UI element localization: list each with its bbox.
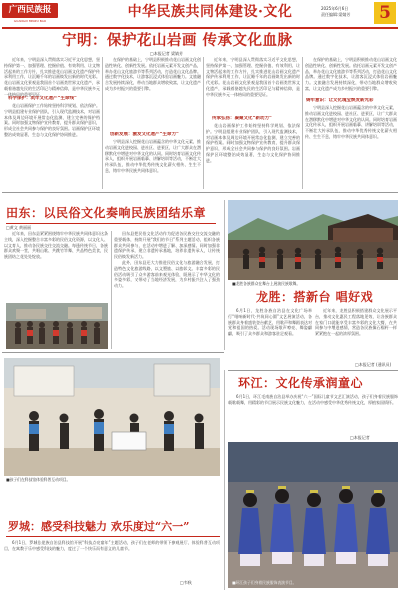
story1-text-7: 在保护的基础上，宁明县积极推动花山岩画文化创造性转化、创新性发展。依托岩画元素开发文创产品，举办花山文化旅游节等系列活动，打造花山文化品牌。通过数字化技术，让游客沉浸式体验岩画魅力。文旅融合发展持续深化，带动当地群众增收致富，让文化遗产成为乡村振兴的重要引擎。 [305,57,397,91]
story1-text-6: 花山岩画保护工作始终坚持科学规划、依法保护。宁明县组建专业保护团队，引入现代监测技术，对岩画本体及周边环境开展常态化监测，建立完善的保护档案。同时加强文物保护宣传教育，提升群众保护意识，形成全社会共同参与保护的良好氛围。岩画保护区环境整治成效显著，生态与文化保护协同推进。 [206,123,300,163]
story3-text-2: 近年来，龙胜县积极搭建群众文化展示平台，推动文化惠民工程落地见效，让各族群众在家门口就能享受丰富多彩的文化大餐，在共同参与中增进感情，营造各民族像石榴籽一样紧紧抱在一起的浓厚氛围。 [315,308,397,337]
column-divider [302,57,303,189]
story4-column [228,394,398,434]
story1-subhead-1: 科学保护：筑牢文化遗产“生命线” [8,96,77,101]
story5-headline-rule [6,536,220,537]
story2-photo-art [6,303,108,349]
story4-photo-caption: ■环江孩子们身着民族服饰表演节目。 [232,580,297,585]
section-divider [228,370,398,371]
story3-byline: □本报记者 (通讯员) [355,362,392,367]
story3-column-2 [315,308,397,366]
page-number: 5 [374,2,396,24]
story1-column-1b [4,103,100,189]
story1-subhead-3: 传承弘扬：凝聚文化“新动力” [212,116,272,121]
story1-headline: 宁明：保护花山岩画 传承文化血脉 [62,32,293,49]
story5-headline: 罗城：感受科技魅力 欢乐度过“六一” [8,520,190,533]
story3-photo [228,200,398,280]
column-divider [102,57,103,189]
column-divider [111,231,112,349]
newspaper-logo: 广西民族报 [2,3,58,18]
story3-column-1 [228,308,312,366]
page-title: 中华民族共同体建设·文化 [127,4,293,20]
story1-column-3b [206,123,300,189]
story2-column-1 [4,231,108,301]
story1-subhead-4: 铸牢意识：让文化瑰宝焕发新光彩 [306,98,374,103]
masthead [0,0,400,28]
column-divider [203,57,204,189]
story5-column [4,540,220,574]
masthead-rule [2,27,398,29]
story2-headline: 田东：以民俗文化奏响民族团结乐章 [6,206,207,220]
story1-text-8: 宁明县深入挖掘花山岩画蕴含的中华文化元素，推动岩画文化进校园、进社区、进景区，让广大群众在潜移默化中增进对中华文化的认同。同时培育岩画文化传承人，组织开展岩画临摹、讲解培训等活动，不断壮大传承队伍，推动中华优秀传统文化薪火相传、生生不息，铸牢中华民族共同体意识。 [305,105,397,139]
story2-column-2 [114,231,220,349]
story1-column-2 [105,57,201,131]
editor-credit: 责任编辑:梁婧芳 [321,12,351,17]
story1-column-4b [305,105,397,189]
story2-text-1: 近年来，田东县紧紧围绕铸牢中华民族共同体意识这条主线，深入挖掘整合丰富多彩的民俗文化资源，以文化人、以文育人，推动各民族交往交流交融。每逢传统节日，各族群众欢聚一堂，共唱山歌、共跳竹竿舞、共品特色美食，民族团结之花处处绽放。 [4,231,108,260]
story5-photo-art [4,358,220,476]
section-divider [2,352,224,353]
story1-subhead-2: 创新发展：激发文化遗产“生命力” [110,132,179,137]
story1-text-2: 花山岩画保护工作始终坚持科学规划、依法保护。宁明县组建专业保护团队，引入现代监测技术，对岩画本体及周边环境开展常态化监测，建立完善的保护档案。同时加强文物保护宣传教育，提升群众保护意识，形成全社会共同参与保护的良好氛围。岩画保护区环境整治成效显著，生态与文化保护协同推进。 [4,103,100,137]
newspaper-logo-sub: GUANGXI MINZU BAO [13,19,47,23]
story3-text-1: 6月1日，龙胜各族自治县在文化广场举行“唱响新时代·共筑同心圆”文艺展演活动，各族群众身着盛装登台献艺，用歌声和舞蹈表达对党和祖国的热爱。活动现场歌声嘹亮、舞姿翩翩，吸引了众多群众和游客驻足观看。 [228,308,312,337]
story5-text: 6月1日，罗城仫佬族自治县科技馆开展“科技点亮童年”主题活动，孩子们在老师的带领下参观展厅、体验科普互动项目，在寓教于乐中感受科技的魅力，度过了一个快乐而有意义的儿童节。 [4,540,220,551]
story2-text-3: 此外，田东县还大力推进民俗文化与旅游融合发展，打造特色文化旅游线路，以文塑旅、以旅彰文。丰富多彩的民俗活动吸引了众多游客前来观光体验，既展示了中华文化的多姿多彩，又带动了当地经济发展，为乡村振兴注入了强劲动力。 [114,259,220,289]
story1-text-4: 宁明县深入挖掘花山岩画蕴含的中华文化元素，推动岩画文化进校园、进社区、进景区，让广大群众在潜移默化中增进对中华文化的认同。同时培育岩画文化传承人，组织开展岩画临摹、讲解培训等活动，不断壮大传承队伍，推动中华优秀传统文化薪火相传、生生不息，铸牢中华民族共同体意识。 [105,139,201,173]
story1-column-3 [206,57,300,115]
story1-text-5: 近年来，宁明县深入贯彻落实习近平文化思想，坚持保护第一、加强管理、挖掘价值、有效利用、让文物活起来的工作方针，扎实推进花山岩画文化遗产保护传承利用工作，让沉睡千年的岩画焕发出新的时代光彩。花山岩画文化景观是我国首个岩画类世界文化遗产，承载着骆越先民的生活印记与精神信仰，是中华民族多元一体格局的重要见证。 [206,57,300,97]
story4-text: 6月1日，环江毛南族自治县举办庆祝“六一”国际儿童节文艺汇演活动，孩子们身着民族服饰载歌载舞，用精彩的节目展示民族文化魅力，在活动中感受中华优秀传统文化，厚植家国情怀。 [228,394,398,405]
story3-headline: 龙胜：搭新台 唱好戏 [256,290,374,304]
column-divider [224,200,225,350]
story1-column-2b [105,139,201,189]
story2-byline: □黄文 黄丽丽 [6,225,32,230]
story1-column-4 [305,57,397,97]
story2-headline-rule [6,223,216,224]
story1-text-1: 近年来，宁明县深入贯彻落实习近平文化思想，坚持保护第一、加强管理、挖掘价值、有效利用、让文物活起来的工作方针，扎实推进花山岩画文化遗产保护传承利用工作，让沉睡千年的岩画焕发出新的时代光彩。花山岩画文化景观是我国首个岩画类世界文化遗产，承载着骆越先民的生活印记与精神信仰，是中华民族多元一体格局的重要见证。 [4,57,100,97]
story5-photo [4,358,220,476]
section-divider [2,192,398,193]
story2-photo [6,303,108,349]
dateline [321,6,373,18]
story3-photo-caption: ■龙胜各族群众在舞台上展演民族歌舞。 [232,281,301,286]
column-divider [224,370,225,590]
story4-photo-art [228,442,398,588]
story4-photo [228,442,398,588]
story1-byline: □本报记者 梁婧芳 [150,51,184,56]
story5-byline: □韦秋 [180,580,192,585]
story2-text-2: 田东县把民俗文化活动作为促进各民族交往交流交融的重要载体，持续开展“我们的节日”系列主题活动，组织各族群众共同参与，在活动中增进了解、加深感情。同时加强非遗保护传承，建立非遗传承基地，培养非遗传承人，让传统民俗焕发新活力。 [114,231,220,260]
story5-photo-caption: ■孩子们在科技馆体验科普互动项目。 [6,477,71,482]
issue-date: 2025年6月6日 [321,6,349,11]
story4-byline: □本报记者 [350,435,370,440]
story3-photo-art [228,200,398,280]
story4-headline: 环江：文化传承润童心 [238,376,364,390]
story1-text-3: 在保护的基础上，宁明县积极推动花山岩画文化创造性转化、创新性发展。依托岩画元素开发文创产品，举办花山文化旅游节等系列活动，打造花山文化品牌。通过数字化技术，让游客沉浸式体验岩画魅力。文旅融合发展持续深化，带动当地群众增收致富，让文化遗产成为乡村振兴的重要引擎。 [105,57,201,91]
